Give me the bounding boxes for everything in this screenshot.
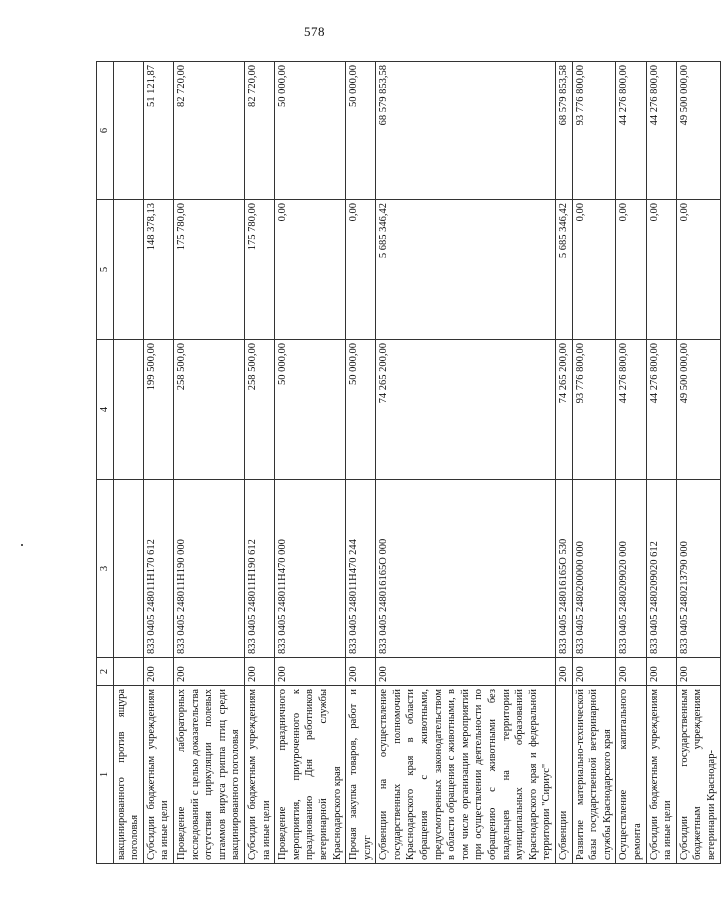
row-classification: 833 0405 248016165О 000 <box>376 480 556 658</box>
row-description: вакцинированного против ящура поголовья <box>113 686 143 864</box>
row-plan-amount: 49 500 000,00 <box>676 340 720 480</box>
row-code: 200 <box>143 658 173 686</box>
row-description: Субвенции на осуществление государственных полномочий Краснодарского края в области обращения с животными, предусмотренных законодательством в области обращения с животными, в том числе организации мероприятий при осуществлении деятельности по обращению с животными без владельцев на территории муниципальных образований Краснодарского края и федеральной территории "Сириус" <box>376 686 556 864</box>
row-code: 200 <box>376 658 556 686</box>
row-executed-amount: 175 780,00 <box>173 200 244 340</box>
row-executed-amount: 148 378,13 <box>143 200 173 340</box>
row-code: 200 <box>616 658 646 686</box>
table-row <box>376 62 556 864</box>
row-description: Субсидии бюджетным учреждениям на иные цели <box>143 686 173 864</box>
row-classification: 833 0405 248011Н170 612 <box>143 480 173 658</box>
row-plan-amount: 258 500,00 <box>244 340 274 480</box>
row-executed-amount: 0,00 <box>676 200 720 340</box>
row-executed-amount: 0,00 <box>646 200 676 340</box>
row-remaining-amount: 68 579 853,58 <box>376 62 556 200</box>
row-executed-amount: 175 780,00 <box>244 200 274 340</box>
budget-table <box>96 61 721 864</box>
row-remaining-amount: 49 500 000,00 <box>676 62 720 200</box>
row-remaining-amount: 82 720,00 <box>244 62 274 200</box>
row-classification: 833 0405 248016165О 530 <box>556 480 573 658</box>
row-code: 200 <box>556 658 573 686</box>
column-header-2: 2 <box>97 658 114 686</box>
row-description: Субсидии государственным бюджетным учреждениям ветеринарии Краснодар- <box>676 686 720 864</box>
row-plan-amount: 74 265 200,00 <box>376 340 556 480</box>
row-executed-amount: 0,00 <box>346 200 376 340</box>
table-row <box>113 62 143 864</box>
table-row <box>572 62 616 864</box>
row-description: Осуществление капитального ремонта <box>616 686 646 864</box>
table-row <box>275 62 346 864</box>
row-remaining-amount: 51 121,87 <box>143 62 173 200</box>
row-code: 200 <box>676 658 720 686</box>
row-executed-amount: 5 685 346,42 <box>376 200 556 340</box>
row-description: Развитие материально-технической базы государственной ветеринарной службы Краснодарского края <box>572 686 616 864</box>
rotated-table-wrapper <box>96 62 717 864</box>
row-plan-amount: 74 265 200,00 <box>556 340 573 480</box>
row-code: 200 <box>173 658 244 686</box>
row-plan-amount: 199 500,00 <box>143 340 173 480</box>
table-row <box>346 62 376 864</box>
row-description: Субвенции <box>556 686 573 864</box>
column-header-1: 1 <box>97 686 114 864</box>
row-code: 200 <box>646 658 676 686</box>
row-description: Прочая закупка товаров, работ и услуг <box>346 686 376 864</box>
table-row <box>244 62 274 864</box>
row-executed-amount: 5 685 346,42 <box>556 200 573 340</box>
row-code: 200 <box>346 658 376 686</box>
row-classification: 833 0405 248011Н190 000 <box>173 480 244 658</box>
row-executed-amount: 0,00 <box>275 200 346 340</box>
page-number: 578 <box>304 24 325 39</box>
table-row <box>556 62 573 864</box>
table-row <box>646 62 676 864</box>
row-classification: 833 0405 248011Н190 612 <box>244 480 274 658</box>
table-header-row <box>97 62 114 864</box>
row-code: 200 <box>275 658 346 686</box>
row-plan-amount: 93 776 800,00 <box>572 340 616 480</box>
row-code: 200 <box>572 658 616 686</box>
table-row <box>676 62 720 864</box>
row-remaining-amount: 68 579 853,58 <box>556 62 573 200</box>
row-description: Субсидии бюджетным учреждениям на иные цели <box>646 686 676 864</box>
row-remaining-amount: 50 000,00 <box>275 62 346 200</box>
row-plan-amount: 50 000,00 <box>275 340 346 480</box>
row-executed-amount <box>113 200 143 340</box>
row-plan-amount: 258 500,00 <box>173 340 244 480</box>
row-description: Субсидии бюджетным учреждениям на иные цели <box>244 686 274 864</box>
row-classification: 833 0405 248011Н470 000 <box>275 480 346 658</box>
table-row <box>173 62 244 864</box>
row-classification: 833 0405 2480209020 612 <box>646 480 676 658</box>
table-row <box>143 62 173 864</box>
row-remaining-amount <box>113 62 143 200</box>
row-classification: 833 0405 2480200000 000 <box>572 480 616 658</box>
row-plan-amount: 44 276 800,00 <box>646 340 676 480</box>
row-executed-amount: 0,00 <box>616 200 646 340</box>
row-remaining-amount: 82 720,00 <box>173 62 244 200</box>
row-remaining-amount: 44 276 800,00 <box>646 62 676 200</box>
column-header-3: 3 <box>97 480 114 658</box>
row-classification: 833 0405 248021З790 000 <box>676 480 720 658</box>
row-code: 200 <box>244 658 274 686</box>
row-classification: 833 0405 2480209020 000 <box>616 480 646 658</box>
scan-speck <box>21 544 23 546</box>
row-executed-amount: 0,00 <box>572 200 616 340</box>
row-classification <box>113 480 143 658</box>
row-plan-amount: 50 000,00 <box>346 340 376 480</box>
column-header-4: 4 <box>97 340 114 480</box>
row-description: Проведение праздничного мероприятия, приуроченного к празднованию Дня работников ветеринарной службы Краснодарского края <box>275 686 346 864</box>
table-row <box>616 62 646 864</box>
column-header-6: 6 <box>97 62 114 200</box>
row-remaining-amount: 50 000,00 <box>346 62 376 200</box>
row-remaining-amount: 93 776 800,00 <box>572 62 616 200</box>
row-description: Проведение лабораторных исследований с целью доказательства отсутствия циркуляции полевых штаммов вируса гриппа птиц среди вакцинированного поголовья <box>173 686 244 864</box>
column-header-5: 5 <box>97 200 114 340</box>
row-classification: 833 0405 248011Н470 244 <box>346 480 376 658</box>
row-plan-amount: 44 276 800,00 <box>616 340 646 480</box>
table-body <box>113 62 720 864</box>
row-remaining-amount: 44 276 800,00 <box>616 62 646 200</box>
row-code <box>113 658 143 686</box>
row-plan-amount <box>113 340 143 480</box>
